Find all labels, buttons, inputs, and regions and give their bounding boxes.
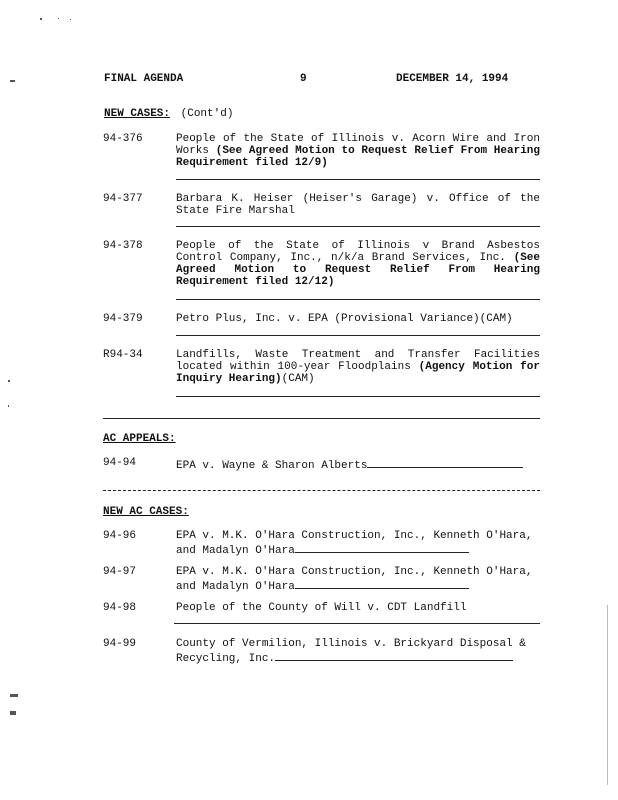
scan-speck (10, 711, 16, 715)
case-title: People of the State of Illinois v. Acorn Wire and Iron Works (176, 133, 540, 157)
case-signature-line (176, 335, 540, 336)
case-signature-line (176, 396, 540, 397)
case-description (176, 193, 540, 217)
section-divider (103, 490, 540, 491)
case-title: Landfills, Waste Treatment and Transfer Facilities located within 100-year Floodplains (176, 349, 540, 373)
case-title: EPA v. M.K. O'Hara Construction, Inc., Kenneth O'Hara, and Madalyn O'Hara (176, 530, 533, 557)
case-description (176, 638, 540, 665)
case-number: R94-34 (103, 349, 143, 361)
case-number: 94-97 (103, 566, 137, 578)
case-motion-note: (See Agreed Motion to Request Relief From Hearing Requirement filed 12/9) (176, 145, 540, 169)
case-number: 94-98 (103, 602, 137, 614)
scan-speck (10, 694, 18, 697)
case-title: County of Vermilion, Illinois v. Brickyard Disposal & Recycling, Inc. (176, 638, 526, 665)
scan-speck (70, 19, 71, 20)
case-number: 94-99 (103, 638, 137, 650)
scan-speck (8, 380, 10, 382)
case-signature-line (174, 623, 540, 624)
case-title: People of the State of Illinois v Brand Asbestos Control Company, Inc., n/k/a Brand Services, Inc. (176, 240, 540, 264)
page-number: 9 (300, 73, 307, 85)
case-signature-line (176, 226, 540, 227)
scan-edge-mark (607, 605, 608, 785)
case-fill-line (367, 457, 523, 468)
case-number: 94-96 (103, 530, 137, 542)
case-fill-line (295, 542, 469, 553)
new-cases-heading (104, 108, 233, 120)
scan-speck (40, 18, 42, 20)
case-fill-line (295, 578, 469, 589)
case-number: 94-377 (103, 193, 143, 205)
case-title: Petro Plus, Inc. v. EPA (Provisional Variance)(CAM) (176, 313, 513, 325)
case-signature-line (176, 179, 540, 180)
case-description (176, 349, 540, 385)
case-description (176, 530, 540, 557)
case-description (176, 566, 540, 593)
case-title: EPA v. Wayne & Sharon Alberts (176, 460, 368, 472)
case-title: Barbara K. Heiser (Heiser's Garage) v. Office of the State Fire Marshal (176, 193, 540, 217)
new-cases-cont: (Cont'd) (180, 108, 234, 120)
case-number: 94-379 (103, 313, 143, 325)
scan-speck (10, 80, 15, 82)
case-description (176, 457, 540, 472)
agenda-date: DECEMBER 14, 1994 (396, 73, 509, 85)
case-initials: (CAM) (281, 373, 315, 385)
ac-appeals-heading: AC APPEALS: (103, 433, 176, 445)
scan-speck (8, 405, 9, 407)
agenda-title: FINAL AGENDA (104, 73, 184, 85)
case-fill-line (275, 650, 513, 661)
section-divider (103, 418, 540, 419)
case-description (176, 313, 540, 325)
new-cases-label: NEW CASES: (104, 108, 171, 120)
case-signature-line (176, 299, 540, 300)
case-number: 94-94 (103, 457, 137, 469)
case-description (176, 133, 540, 169)
case-title: People of the County of Will v. CDT Landfill (176, 602, 467, 614)
case-number: 94-376 (103, 133, 143, 145)
case-title: EPA v. M.K. O'Hara Construction, Inc., Kenneth O'Hara, and Madalyn O'Hara (176, 566, 533, 593)
case-description (176, 240, 540, 288)
scan-speck (58, 18, 59, 19)
case-motion-note: (See Agreed Motion to Request Relief From Hearing Requirement filed 12/12) (176, 252, 541, 288)
new-ac-cases-heading: NEW AC CASES: (103, 506, 189, 518)
case-number: 94-378 (103, 240, 143, 252)
case-description (176, 602, 540, 614)
case-motion-note: (Agency Motion for Inquiry Hearing) (176, 361, 540, 385)
